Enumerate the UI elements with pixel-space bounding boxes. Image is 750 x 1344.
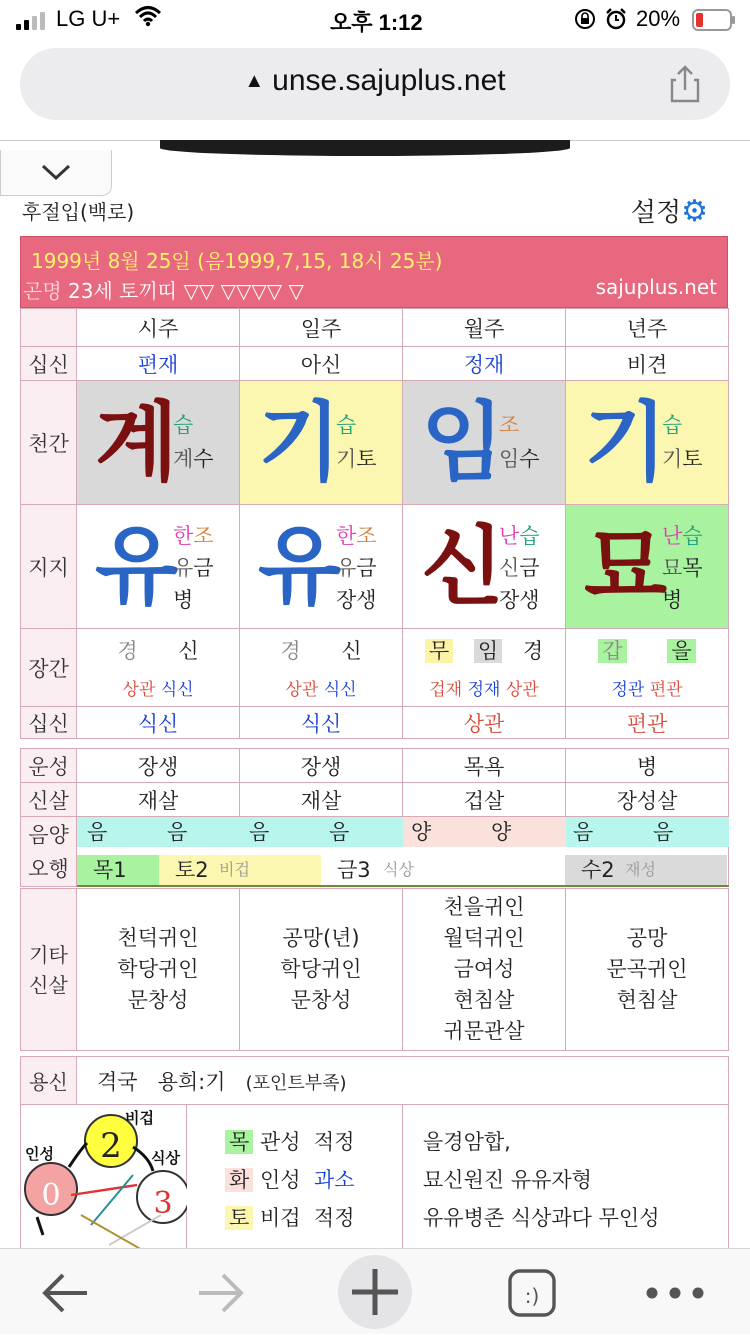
hidden-stem: 경 [280,639,301,663]
details-table [20,748,729,887]
hidden-stem: 임 [474,639,502,663]
gita-item: 현침살 [616,988,678,1012]
stem-element: 수 [519,446,540,471]
ohaeng-earth [159,855,321,885]
bigeop-count: 2 [100,1126,122,1166]
jiji-cell[interactable] [403,505,566,629]
tabs-button[interactable] [506,1265,558,1321]
forward-button[interactable] [186,1265,256,1321]
balance-name: 인성 [259,1167,301,1192]
gonmyeong-label: 곤명 [23,279,62,303]
hidden-sipsin: 상관 [122,680,156,700]
scroll-shadow [160,140,570,156]
branch-element: 목 [682,555,703,580]
stem-element: 토 [682,446,703,471]
gita-item: 천을귀인 [443,895,525,919]
ohaeng-wood [77,855,159,885]
hidden-stem: 신 [341,639,362,663]
branch-temp: 난 [662,523,683,548]
cheongan-cell[interactable] [566,381,729,505]
status-bar [0,0,750,40]
balance-state: 과소 [313,1167,355,1192]
stem-climate: 습 [336,412,357,437]
gita-item: 현침살 [453,988,515,1012]
eumyang-mark: 음 [87,820,108,844]
back-button[interactable] [30,1265,100,1321]
arrow-right-icon [193,1265,249,1321]
header-nyeon: 년주 [566,309,729,347]
stem-element: 토 [356,446,377,471]
settings-button[interactable] [631,192,708,229]
yongsin-cell [77,1057,729,1105]
branch-element: 금 [356,555,377,580]
balance-row [225,1199,402,1237]
age-line: 23세 토끼띠 ▽▽ ▽▽▽▽ ▽ [68,279,304,303]
hidden-sipsin: 편관 [649,680,683,700]
bigeop-label: 비겁 [125,1109,154,1127]
branch-name: 유 [173,555,194,580]
birth-banner [20,236,728,308]
saju-table [20,308,729,739]
ohaeng-note: 비겁 [219,860,250,879]
eumyang-label: 음양 [28,822,69,847]
svg-text::): :) [524,1284,540,1308]
sinsal-cell: 장성살 [566,783,729,817]
sipsin-cell: 정재 [403,347,566,381]
stem-climate: 습 [173,412,194,437]
header-si: 시주 [77,309,240,347]
row-label-eumyang [21,817,77,887]
ohaeng-note: 재성 [625,860,656,879]
gita-cell [403,889,566,1051]
branch-climate: 조 [356,523,377,548]
plus-icon [338,1255,412,1329]
hidden-stem: 무 [425,639,453,663]
balance-name: 비겁 [259,1205,301,1230]
warning-icon: ▲ [244,70,265,92]
stem-name: 임 [499,446,520,471]
share-icon[interactable] [668,64,702,104]
janggan-cell [566,629,729,707]
gita-item: 공망 [626,926,668,950]
tabs-icon [506,1265,558,1321]
ohaeng-name: 수2 [581,858,615,882]
hidden-sipsin: 식신 [160,680,194,700]
sipsin-bottom-cell: 편관 [566,707,729,739]
gita-item: 월덕귀인 [443,926,525,950]
birth-date: 1999년 8월 25일 (음1999,7,15, 18시 25분) [31,249,443,273]
stem-char: 계 [95,392,179,493]
corner-cell [21,309,77,347]
branch-stage: 장생 [336,587,377,612]
gita-item: 천덕귀인 [117,926,199,950]
gita-item: 학당귀인 [117,957,199,981]
stem-climate: 습 [662,412,683,437]
gita-item: 공망(년) [282,926,360,950]
siksang-label: 식상 [151,1149,180,1167]
inseong-count: 0 [41,1178,61,1213]
battery-icon [692,9,736,37]
hidden-sipsin: 상관 [285,680,319,700]
gita-cell [77,889,240,1051]
inseong-label: 인성 [25,1145,54,1163]
row-label-jiji: 지지 [21,505,77,629]
hidden-sipsin: 식신 [323,680,357,700]
branch-char: 신 [421,516,505,617]
gita-item: 문창성 [127,988,189,1012]
branch-climate: 조 [193,523,214,548]
balance-row [225,1161,402,1199]
ohaeng-water [565,855,727,885]
header-wol: 월주 [403,309,566,347]
stem-element: 수 [193,446,214,471]
branch-temp: 한 [173,523,194,548]
branch-temp: 한 [336,523,357,548]
gyeokguk: 격국 [97,1069,138,1094]
element-tag: 화 [225,1168,253,1192]
ohaeng-chart-cell [21,1105,187,1249]
row-label-sipsin: 십신 [21,347,77,381]
hidden-stem: 갑 [598,639,626,663]
arrow-left-icon [37,1265,93,1321]
stem-char: 기 [584,392,668,493]
gita-item: 학당귀인 [280,957,362,981]
eumyang-mark: 음 [329,820,350,844]
gita-sinsal-table [20,888,729,1051]
row-label-sipsin2: 십신 [21,707,77,739]
row-label-unseong: 운성 [21,749,77,783]
gita-label-2: 신살 [29,972,68,997]
battery-percent: 20% [636,6,681,31]
element-tag: 목 [225,1130,253,1154]
note-line: 유유병존 식상과다 무인성 [423,1205,660,1230]
eumyang-mark: 음 [249,820,270,844]
sipsin-cell: 아신 [240,347,403,381]
header-il: 일주 [240,309,403,347]
sinsal-cell: 겁살 [403,783,566,817]
sipsin-bottom-cell: 식신 [240,707,403,739]
unseong-cell: 장생 [240,749,403,783]
season-label: 후절입(백로) [22,200,135,224]
hidden-stem: 을 [667,639,695,663]
row-label-janggan: 장간 [21,629,77,707]
balance-state: 적정 [313,1205,355,1230]
gear-icon: ⚙ [681,194,708,229]
branch-char: 유 [95,516,179,617]
site-name: sajuplus.net [595,275,717,299]
sipsin-bottom-cell: 상관 [403,707,566,739]
eumyang-mark: 음 [573,820,594,844]
balance-row [225,1123,402,1161]
element-tag: 토 [225,1206,253,1230]
unseong-cell: 병 [566,749,729,783]
browser-toolbar [0,1248,750,1334]
branch-char: 유 [258,516,342,617]
jiji-cell[interactable] [77,505,240,629]
branch-stage: 병 [662,587,683,612]
branch-stage: 장생 [499,587,540,612]
gita-cell [240,889,403,1051]
address-bar[interactable] [20,48,730,120]
row-label-cheongan: 천간 [21,381,77,505]
gita-item: 문곡귀인 [606,957,688,981]
ohaeng-label: 오행 [28,856,69,881]
cheongan-cell[interactable] [240,381,403,505]
branch-name: 묘 [662,555,683,580]
row-label-gita [21,889,77,1051]
row-label-yongsin: 용신 [21,1057,77,1105]
branch-climate: 습 [519,523,540,548]
signal-icon [16,12,50,30]
chevron-down-icon [39,160,73,184]
sinsal-cell: 재살 [77,783,240,817]
eumyang-mark: 양 [491,820,512,844]
unseong-cell: 목욕 [403,749,566,783]
balance-state: 적정 [313,1129,355,1154]
hidden-stem: 경 [522,639,544,663]
gita-item: 금여성 [453,957,515,981]
unseong-cell: 장생 [77,749,240,783]
notes-cell [403,1105,729,1249]
hidden-sipsin: 상관 [505,680,539,700]
eumyang-mark: 양 [411,820,432,844]
gita-item: 문창성 [290,988,352,1012]
branch-element: 금 [193,555,214,580]
branch-climate: 습 [682,523,703,548]
cheongan-cell[interactable] [77,381,240,505]
siksang-count: 3 [153,1186,173,1221]
hidden-stem: 경 [117,639,138,663]
sipsin-bottom-cell: 식신 [77,707,240,739]
sipsin-cell: 비견 [566,347,729,381]
new-tab-button[interactable] [338,1255,412,1329]
hidden-sipsin: 정관 [611,680,645,700]
alarm-icon [604,7,628,37]
more-icon [640,1265,710,1321]
settings-label: 설정 [630,198,682,228]
wifi-icon [134,4,162,34]
eumyang-mark: 음 [167,820,188,844]
hidden-sipsin: 겁재 [429,680,463,700]
web-content [0,140,750,1248]
ohaeng-name: 금3 [337,858,371,882]
sipsin-cell: 편재 [77,347,240,381]
row-label-sinsal: 신살 [21,783,77,817]
janggan-cell [240,629,403,707]
ohaeng-chart [21,1105,187,1248]
balance-name: 관성 [259,1129,301,1154]
jiji-cell[interactable] [566,505,729,629]
sinsal-cell: 재살 [240,783,403,817]
note-line: 을경암합, [423,1129,511,1154]
stem-name: 기 [336,446,357,471]
janggan-cell [77,629,240,707]
branch-stage: 병 [173,587,194,612]
gita-cell [566,889,729,1051]
note-line: 묘신원진 유유자형 [423,1167,592,1192]
balance-cell [187,1105,403,1249]
eumyang-ohaeng-cell [77,817,729,887]
stem-name: 기 [662,446,683,471]
more-menu-button[interactable] [640,1265,710,1321]
hidden-stem: 신 [178,639,199,663]
ohaeng-note: 식상 [383,860,414,879]
stem-char: 기 [258,392,342,493]
gita-item: 귀문관살 [443,1019,525,1043]
branch-name: 신 [499,555,520,580]
cheongan-cell[interactable] [403,381,566,505]
yonghui: 용희:기 [157,1069,226,1094]
hidden-sipsin: 정재 [467,680,501,700]
point-note: (포인트부족) [245,1072,347,1094]
branch-element: 금 [519,555,540,580]
ohaeng-name: 목1 [93,858,127,882]
jiji-cell[interactable] [240,505,403,629]
branch-char: 묘 [584,516,668,617]
ohaeng-metal [321,855,565,885]
collapse-button[interactable] [0,150,112,196]
url-text: unse.sajuplus.net [272,64,506,97]
rotation-lock-icon [574,8,596,36]
branch-name: 유 [336,555,357,580]
gita-label: 기타 [29,942,68,967]
ohaeng-name: 토2 [175,858,209,882]
janggan-cell [403,629,566,707]
stem-char: 임 [421,392,505,493]
clock: 오후 1:12 [330,10,423,35]
stem-climate: 조 [499,412,520,437]
stem-name: 계 [173,446,194,471]
yongsin-table [20,1056,729,1248]
carrier: LG U+ [56,6,121,31]
branch-temp: 난 [499,523,520,548]
eumyang-mark: 음 [653,820,674,844]
